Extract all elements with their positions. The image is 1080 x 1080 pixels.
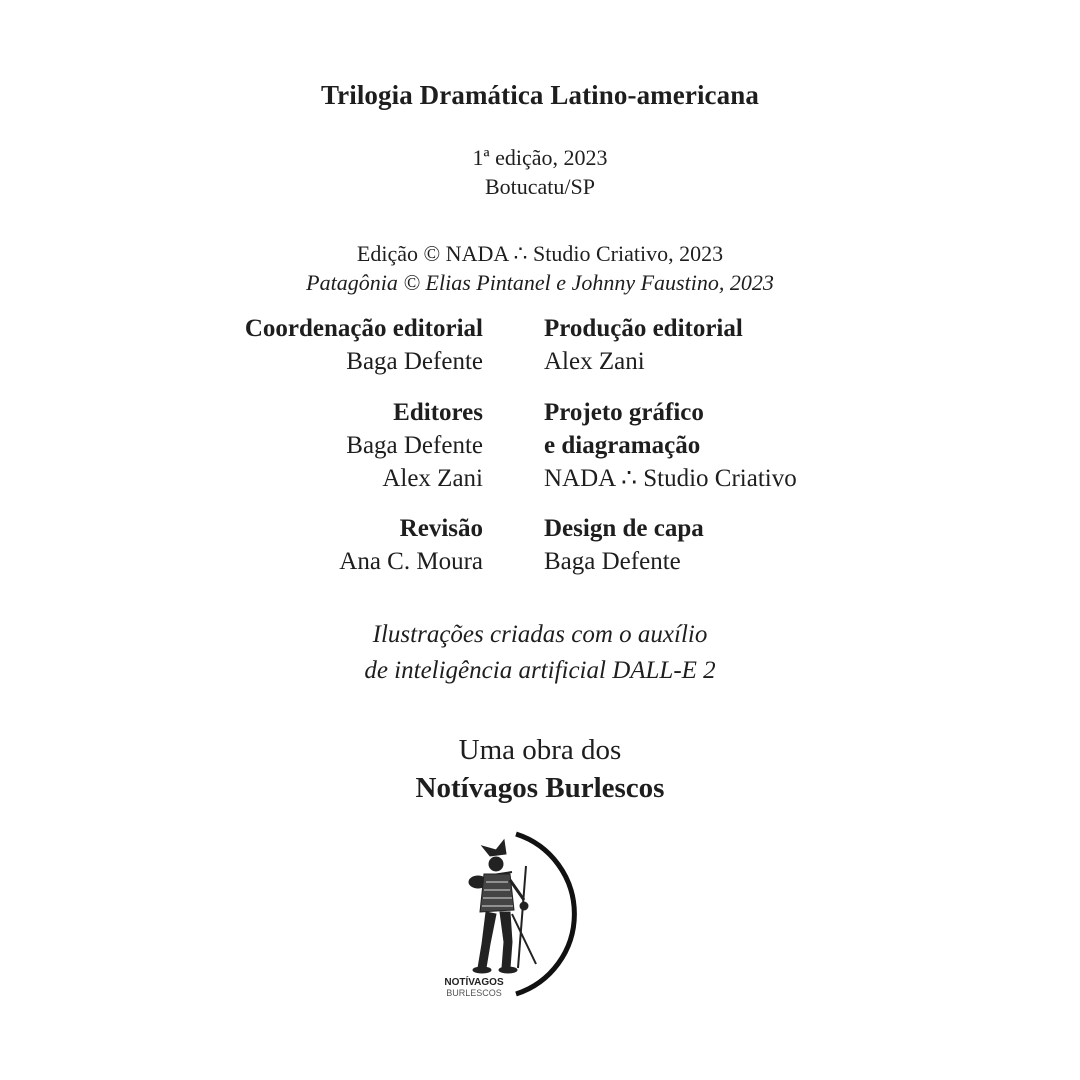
credit-role: Editores — [393, 399, 483, 426]
credit-role: e diagramação — [544, 432, 701, 459]
credit-role: Design de capa — [544, 515, 704, 542]
credit-cover-design — [544, 512, 704, 578]
illustration-note-line1: Ilustrações criadas com o auxílio — [372, 621, 708, 648]
credit-person: Baga Defente — [346, 348, 483, 375]
credit-person: Ana C. Moura — [339, 548, 483, 575]
credit-role: Produção editorial — [544, 315, 743, 342]
credit-role: Projeto gráfico — [544, 399, 704, 426]
publisher-logo — [420, 826, 620, 1006]
logo-text-line1: NOTÍVAGOS — [444, 977, 504, 988]
work-by-label: Uma obra dos — [458, 734, 622, 766]
logo-text-line2: BURLESCOS — [446, 988, 502, 998]
credit-role: Coordenação editorial — [244, 315, 483, 342]
credit-person: Baga Defente — [346, 432, 483, 459]
credit-editors — [346, 396, 483, 495]
credit-coordination — [245, 312, 483, 378]
edition-line: 1ª edição, 2023 — [472, 145, 608, 170]
copyright-work: Patagônia © Elias Pintanel e Johnny Faustino, 2023 — [306, 270, 774, 295]
jester-figure-icon — [469, 840, 536, 973]
credit-revision — [339, 512, 483, 578]
copyright-edition: Edição © NADA ∴ Studio Criativo, 2023 — [356, 241, 724, 266]
credit-role: Revisão — [399, 515, 483, 542]
publication-place: Botucatu/SP — [484, 174, 595, 199]
illustration-note-line2: de inteligência artificial DALL-E 2 — [364, 657, 716, 684]
credit-person: Alex Zani — [382, 465, 483, 492]
book-title: Trilogia Dramática Latino-americana — [321, 80, 759, 110]
credit-person: NADA ∴ Studio Criativo — [544, 465, 797, 492]
credit-person: Baga Defente — [544, 548, 681, 575]
credit-production — [544, 312, 743, 378]
credit-person: Alex Zani — [544, 348, 645, 375]
work-by-group: Notívagos Burlescos — [415, 772, 665, 804]
credit-design-layout — [544, 396, 797, 495]
crescent-arc — [516, 834, 574, 994]
